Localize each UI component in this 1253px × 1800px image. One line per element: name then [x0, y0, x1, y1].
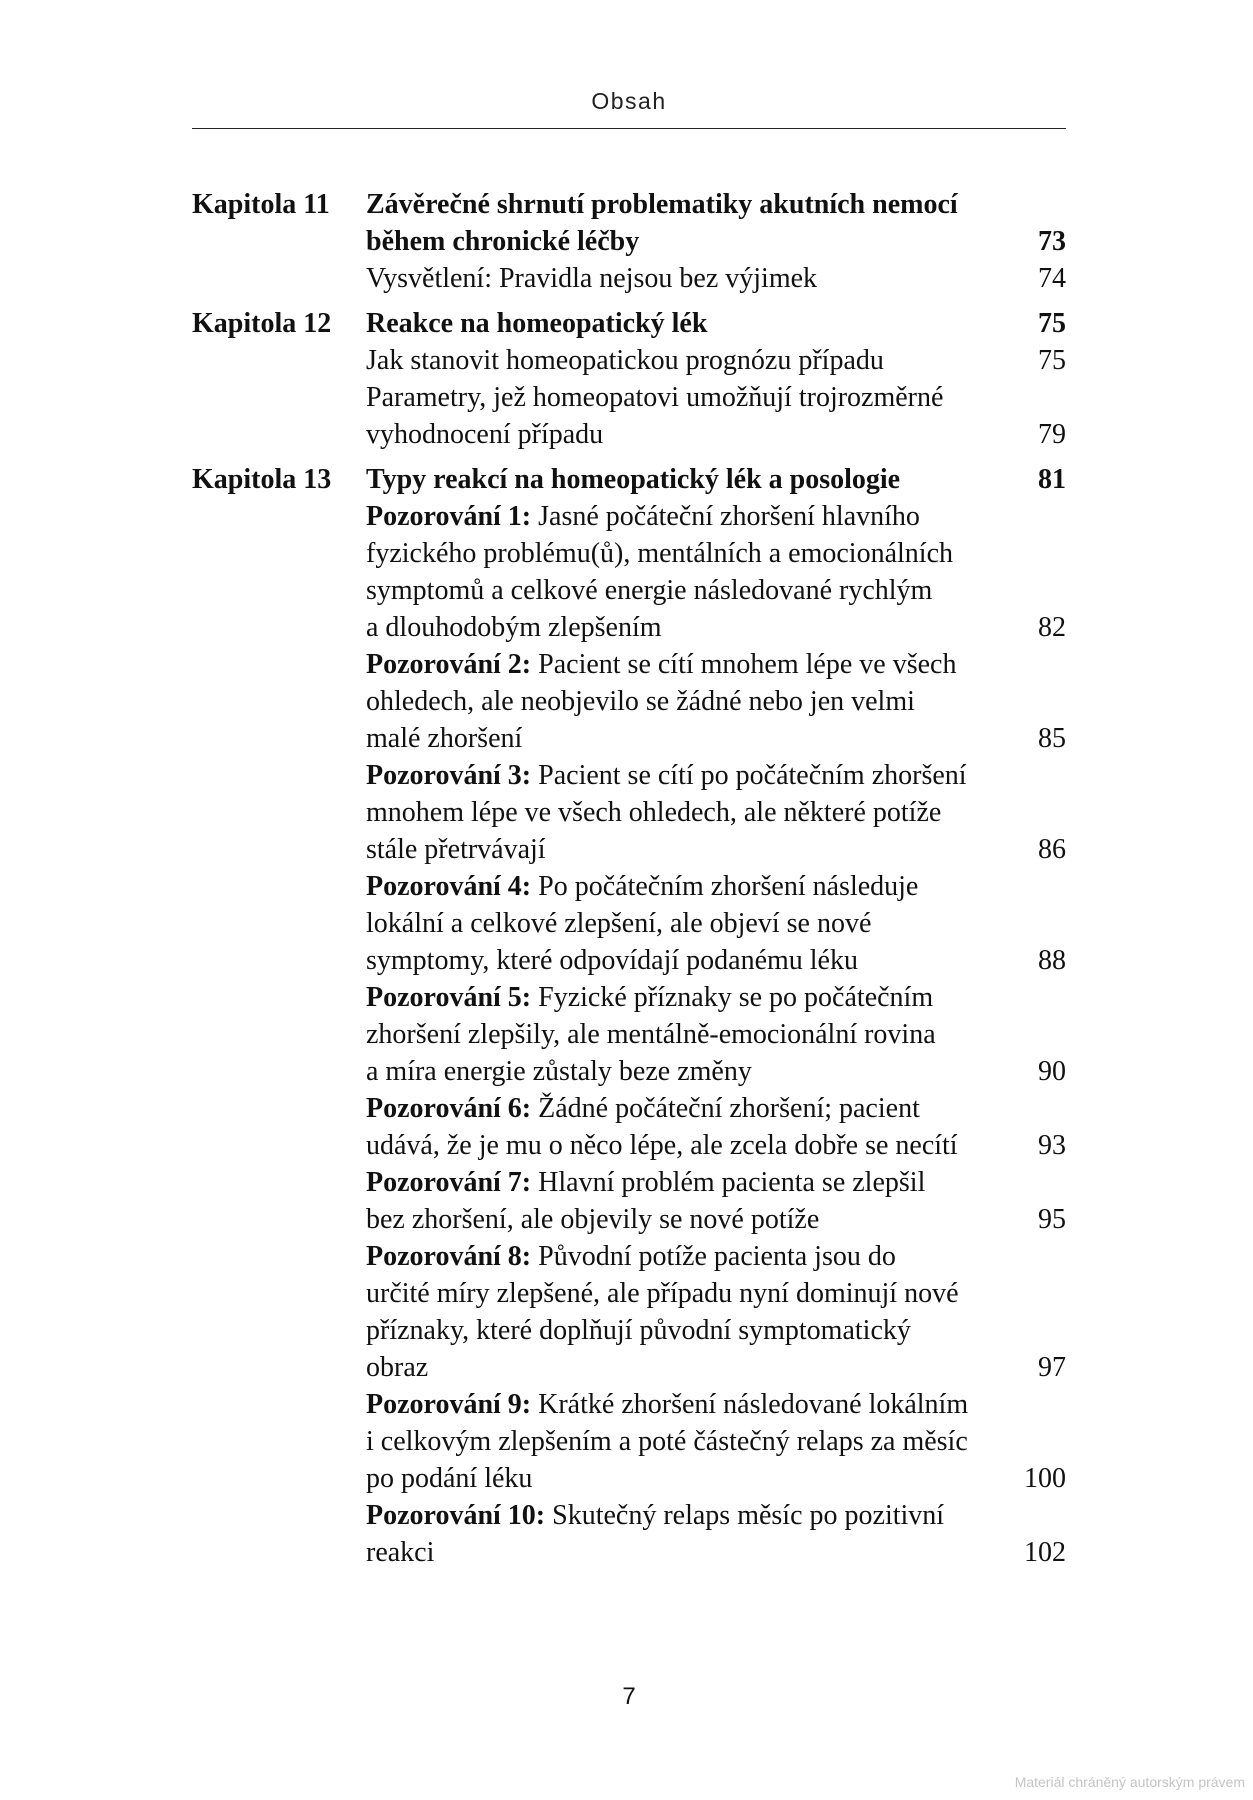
entry-line: Parametry, jež homeopatovi umožňují trojrozměrné	[366, 382, 944, 413]
toc-chapter	[192, 305, 1066, 453]
entry-line	[366, 979, 1018, 1016]
entry-line: a míra energie zůstaly beze změny	[366, 1056, 752, 1087]
chapter-label: Kapitola 11	[192, 189, 330, 220]
entry-line: malé zhoršení	[366, 723, 523, 754]
entry-line: vyhodnocení případu	[366, 419, 604, 450]
entry-text	[366, 498, 1026, 646]
entry-text	[366, 1238, 1026, 1386]
toc-chapter	[192, 186, 1066, 297]
observation-label: Pozorování 3:	[366, 760, 532, 791]
entry-line: určité míry zlepšené, ale případu nyní dominují nové	[366, 1278, 959, 1309]
entry-line: během chronické léčby	[366, 226, 640, 257]
entry-text	[366, 1386, 1024, 1497]
entry-line: zhoršení zlepšily, ale mentálně-emocionální rovina	[366, 1019, 936, 1050]
entry-page-number: 79	[1038, 419, 1066, 450]
toc-entry[interactable]	[366, 979, 1066, 1090]
page-number: 7	[622, 1683, 636, 1710]
observation-label: Pozorování 8:	[366, 1241, 532, 1272]
observation-label: Pozorování 7:	[366, 1167, 532, 1198]
entry-line: ohledech, ale neobjevilo se žádné nebo jen velmi	[366, 686, 915, 717]
observation-label: Pozorování 4:	[366, 871, 532, 902]
entry-line-text: Krátké zhoršení následované lokálním	[531, 1389, 969, 1420]
entry-line: fyzického problému(ů), mentálních a emocionálních	[366, 538, 954, 569]
entry-page-number: 82	[1038, 612, 1066, 643]
toc-chapter-title[interactable]	[366, 305, 1066, 342]
entry-line-text: Skutečný relaps měsíc po pozitivní	[545, 1500, 945, 1531]
entry-page-number: 74	[1038, 263, 1066, 294]
toc-entry[interactable]	[366, 646, 1066, 757]
entry-page-number: 75	[1038, 345, 1066, 376]
entry-line: i celkovým zlepšením a poté částečný relaps za měsíc	[366, 1426, 968, 1457]
entry-line-text: Žádné počáteční zhoršení; pacient	[531, 1093, 920, 1124]
chapter-label: Kapitola 12	[192, 308, 332, 339]
entry-page-number: 73	[1038, 226, 1066, 257]
entry-text	[366, 646, 1026, 757]
entry-page-number: 93	[1038, 1130, 1066, 1161]
toc-chapter-title[interactable]	[366, 186, 1066, 260]
entry-line: Závěrečné shrnutí problematiky akutních nemocí	[366, 189, 958, 220]
entry-line: obraz	[366, 1352, 429, 1383]
entry-line: bez zhoršení, ale objevily se nové potíže	[366, 1204, 820, 1235]
observation-label: Pozorování 9:	[366, 1389, 532, 1420]
table-of-contents	[192, 186, 1066, 1579]
entry-line	[366, 868, 1018, 905]
entry-line-text: Původní potíže pacienta jsou do	[531, 1241, 896, 1272]
entry-line	[366, 1238, 1018, 1275]
entry-text	[366, 979, 1026, 1090]
chapter-entries	[366, 186, 1066, 297]
entry-page-number: 88	[1038, 945, 1066, 976]
entry-page-number: 95	[1038, 1204, 1066, 1235]
toc-entry[interactable]	[366, 1386, 1066, 1497]
entry-page-number: 75	[1038, 308, 1066, 339]
entry-text	[366, 186, 1026, 260]
toc-entry[interactable]	[366, 1497, 1066, 1571]
entry-text	[366, 757, 1026, 868]
entry-page-number: 90	[1038, 1056, 1066, 1087]
entry-line	[366, 646, 1018, 683]
observation-label: Pozorování 10:	[366, 1500, 546, 1531]
observation-label: Pozorování 6:	[366, 1093, 532, 1124]
entry-text	[366, 305, 1026, 342]
entry-line-text: Po počátečním zhoršení následuje	[531, 871, 919, 902]
entry-line: a dlouhodobým zlepšením	[366, 612, 662, 643]
entry-line: Vysvětlení: Pravidla nejsou bez výjimek	[366, 263, 818, 294]
entry-page-number: 97	[1038, 1352, 1066, 1383]
toc-entry[interactable]	[366, 260, 1066, 297]
entry-page-number: 86	[1038, 834, 1066, 865]
toc-entry[interactable]	[366, 757, 1066, 868]
entry-line: po podání léku	[366, 1463, 533, 1494]
entry-line: mnohem lépe ve všech ohledech, ale některé potíže	[366, 797, 942, 828]
entry-line: Jak stanovit homeopatickou prognózu případu	[366, 345, 884, 376]
entry-page-number: 100	[1024, 1463, 1066, 1494]
entry-line: symptomy, které odpovídají podanému léku	[366, 945, 858, 976]
entry-text	[366, 461, 1026, 498]
entry-line: příznaky, které doplňují původní symptomatický	[366, 1315, 911, 1346]
entry-line: stále přetrvávají	[366, 834, 546, 865]
entry-text	[366, 260, 1026, 297]
toc-entry[interactable]	[366, 1238, 1066, 1386]
toc-entry[interactable]	[366, 1090, 1066, 1164]
toc-entry[interactable]	[366, 1164, 1066, 1238]
toc-entry[interactable]	[366, 342, 1066, 379]
entry-page-number: 85	[1038, 723, 1066, 754]
copyright-watermark: Materiál chráněný autorským právem	[1014, 1774, 1245, 1790]
entry-line	[366, 1164, 1018, 1201]
entry-text	[366, 1164, 1026, 1238]
toc-chapter-title[interactable]	[366, 461, 1066, 498]
entry-line	[366, 498, 1018, 535]
entry-page-number: 81	[1038, 464, 1066, 495]
observation-label: Pozorování 2:	[366, 649, 532, 680]
entry-line	[366, 757, 1018, 794]
entry-line: symptomů a celkové energie následované rychlým	[366, 575, 933, 606]
entry-page-number: 102	[1024, 1537, 1066, 1568]
entry-line-text: Hlavní problém pacienta se zlepšil	[531, 1167, 926, 1198]
entry-line-text: Pacient se cítí mnohem lépe ve všech	[531, 649, 957, 680]
entry-line: reakci	[366, 1537, 435, 1568]
entry-text	[366, 342, 1026, 379]
toc-entry[interactable]	[366, 498, 1066, 646]
chapter-label: Kapitola 13	[192, 464, 332, 495]
entry-line-text: Fyzické příznaky se po počátečním	[531, 982, 934, 1013]
entry-text	[366, 1497, 1024, 1571]
entry-line	[366, 1386, 1016, 1423]
entry-line	[366, 1090, 1018, 1127]
chapter-entries	[366, 305, 1066, 453]
running-title: Obsah	[591, 88, 667, 114]
entry-text	[366, 868, 1026, 979]
chapter-entries	[366, 461, 1066, 1571]
toc-entry[interactable]	[366, 379, 1066, 453]
header-rule	[192, 128, 1066, 129]
entry-text	[366, 1090, 1026, 1164]
entry-line: Reakce na homeopatický lék	[366, 308, 708, 339]
entry-line: Typy reakcí na homeopatický lék a posologie	[366, 464, 901, 495]
entry-line-text: Pacient se cítí po počátečním zhoršení	[531, 760, 967, 791]
observation-label: Pozorování 1:	[366, 501, 532, 532]
toc-chapter	[192, 461, 1066, 1571]
entry-line: lokální a celkové zlepšení, ale objeví se nové	[366, 908, 872, 939]
entry-text	[366, 379, 1026, 453]
observation-label: Pozorování 5:	[366, 982, 532, 1013]
toc-entry[interactable]	[366, 868, 1066, 979]
entry-line: udává, že je mu o něco lépe, ale zcela dobře se necítí	[366, 1130, 958, 1161]
entry-line	[366, 1497, 1016, 1534]
entry-line-text: Jasné počáteční zhoršení hlavního	[531, 501, 920, 532]
